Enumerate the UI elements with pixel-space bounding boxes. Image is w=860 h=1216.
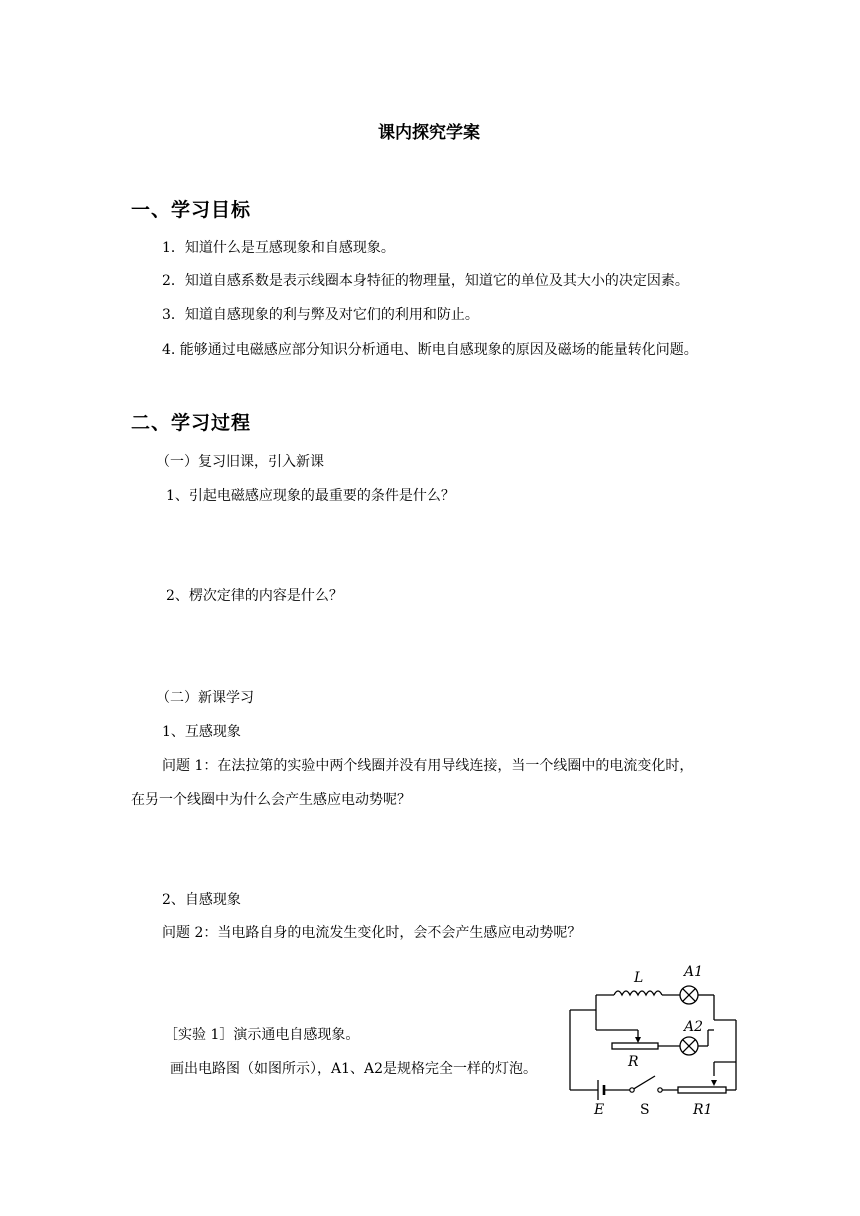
circuit-diagram bbox=[560, 962, 750, 1122]
label-a1: A1 bbox=[684, 964, 704, 980]
label-s: S bbox=[640, 1102, 650, 1118]
circuit-description: 画出电路图（如图所示），A1、A2是规格完全一样的灯泡。 bbox=[170, 1061, 538, 1077]
experiment-1-label: ［实验 1］演示通电自感现象。 bbox=[164, 1027, 360, 1043]
rheostat-r1 bbox=[678, 1087, 726, 1093]
section-heading-objectives: 一、学习目标 bbox=[131, 199, 252, 221]
problem-2: 问题 2：当电路自身的电流发生变化时，会不会产生感应电动势呢？ bbox=[162, 925, 582, 941]
page-title: 课内探究学案 bbox=[378, 123, 480, 143]
rheostat-r-slider-arrow bbox=[635, 1037, 641, 1043]
section-heading-process: 二、学习过程 bbox=[131, 412, 252, 434]
subheading-mutual-induction: 1、互感现象 bbox=[162, 724, 241, 740]
problem-1-line-1: 问题 1：在法拉第的实验中两个线圈并没有用导线连接，当一个线圈中的电流变化时， bbox=[162, 758, 694, 774]
label-a2: A2 bbox=[684, 1019, 704, 1035]
objective-item-3: 3．知道自感现象的利与弊及对它们的利用和防止。 bbox=[162, 307, 479, 323]
inductor-coil bbox=[614, 991, 662, 995]
label-r: R bbox=[628, 1054, 639, 1070]
objective-item-2: 2．知道自感系数是表示线圈本身特征的物理量，知道它的单位及其大小的决定因素。 bbox=[162, 273, 689, 289]
subheading-self-induction: 2、自感现象 bbox=[162, 892, 241, 908]
label-r1: R1 bbox=[693, 1102, 713, 1118]
objective-item-4: 4. 能够通过电磁感应部分知识分析通电、断电自感现象的原因及磁场的能量转化问题。 bbox=[162, 342, 698, 358]
objective-item-1: 1．知道什么是互感现象和自感现象。 bbox=[162, 240, 395, 256]
review-question-1: 1、引起电磁感应现象的最重要的条件是什么？ bbox=[166, 488, 455, 504]
label-l: L bbox=[634, 970, 644, 986]
switch-contact bbox=[658, 1088, 662, 1092]
problem-1-line-2: 在另一个线圈中为什么会产生感应电动势呢？ bbox=[131, 792, 411, 808]
part-review-heading: （一）复习旧课，引入新课 bbox=[156, 454, 324, 470]
switch-contact bbox=[630, 1088, 634, 1092]
rheostat-r1-slider-arrow bbox=[711, 1080, 717, 1086]
review-question-2: 2、楞次定律的内容是什么？ bbox=[166, 588, 343, 604]
label-e: E bbox=[594, 1102, 605, 1118]
rheostat-r bbox=[612, 1043, 658, 1049]
part-new-lesson-heading: （二）新课学习 bbox=[156, 690, 254, 706]
